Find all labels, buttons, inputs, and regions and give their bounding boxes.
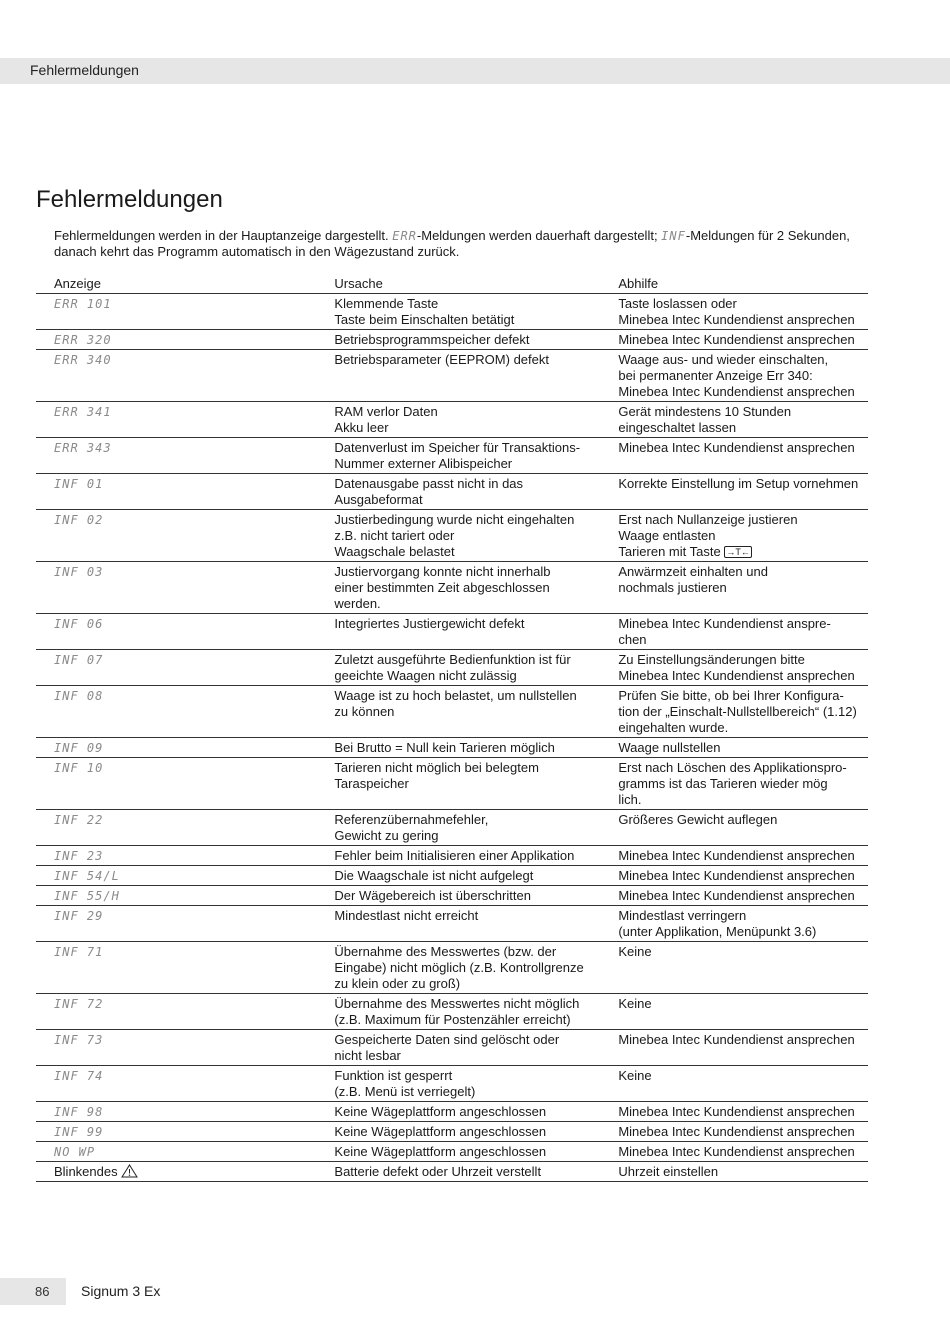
- intro-text-3: -Meldungen für 2 Sekunden, danach kehrt das Programm automatisch in den Wägezustand zurück.: [54, 228, 850, 259]
- intro-text-2: -Meldungen werden dauerhaft dargestellt;: [416, 228, 662, 243]
- table-row: [36, 474, 868, 510]
- display-code: INF 10: [54, 761, 104, 775]
- column-header-abhilfe: Abhilfe: [618, 275, 868, 294]
- remedy-cell: [618, 562, 868, 614]
- cause-line: Zuletzt ausgeführte Bedienfunktion ist für: [334, 652, 571, 667]
- table-row: [36, 758, 868, 810]
- cause-line: Funktion ist gesperrt: [334, 1068, 453, 1083]
- remedy-line: Keine: [618, 1068, 652, 1083]
- display-code: INF 98: [54, 1105, 104, 1119]
- display-code: INF 03: [54, 565, 104, 579]
- remedy-cell: [618, 886, 868, 906]
- remedy-cell: [618, 474, 868, 510]
- column-header-anzeige: Anzeige: [36, 275, 334, 294]
- display-code-cell: [36, 846, 334, 866]
- table-row: [36, 438, 868, 474]
- remedy-cell: [618, 1162, 868, 1182]
- remedy-line: (unter Applikation, Menüpunkt 3.6): [618, 924, 817, 939]
- error-table: [36, 275, 868, 1182]
- footer-product-name: Signum 3 Ex: [81, 1283, 161, 1299]
- table-row: [36, 886, 868, 906]
- cause-cell: [334, 1102, 618, 1122]
- header-bar: [0, 58, 950, 84]
- intro-text-1: Fehlermeldungen werden in der Hauptanzeige dargestellt.: [54, 228, 393, 243]
- display-code: INF 55/H: [54, 889, 120, 903]
- display-code-cell: [36, 1162, 334, 1182]
- cause-line: Waagschale belastet: [334, 544, 455, 559]
- display-code: ERR 340: [54, 353, 112, 367]
- cause-line: (z.B. Menü ist verriegelt): [334, 1084, 476, 1099]
- cause-cell: [334, 330, 618, 350]
- table-row: [36, 1066, 868, 1102]
- table-row: [36, 906, 868, 942]
- cause-line: Taste beim Einschalten betätigt: [334, 312, 515, 327]
- cause-line: Gespeicherte Daten sind gelöscht oder: [334, 1032, 560, 1047]
- display-code: INF 99: [54, 1125, 104, 1139]
- remedy-line: Minebea Intec Kundendienst ansprechen: [618, 1124, 855, 1139]
- display-code-cell: [36, 294, 334, 330]
- table-row: [36, 994, 868, 1030]
- display-code: INF 22: [54, 813, 104, 827]
- cause-line: Akku leer: [334, 420, 389, 435]
- cause-line: Taraspeicher: [334, 776, 409, 791]
- cause-line: Übernahme des Messwertes (bzw. der: [334, 944, 557, 959]
- display-code: INF 02: [54, 513, 104, 527]
- page-title: Fehlermeldungen: [36, 186, 223, 213]
- remedy-cell: [618, 866, 868, 886]
- intro-err-code: ERR: [392, 229, 417, 243]
- cause-line: Die Waagschale ist nicht aufgelegt: [334, 868, 534, 883]
- cause-line: Keine Wägeplattform angeschlossen: [334, 1144, 547, 1159]
- cause-cell: [334, 738, 618, 758]
- display-code: INF 06: [54, 617, 104, 631]
- remedy-line: Minebea Intec Kundendienst ansprechen: [618, 668, 855, 683]
- table-row: [36, 1030, 868, 1066]
- cause-line: Batterie defekt oder Uhrzeit verstellt: [334, 1164, 542, 1179]
- table-row: [36, 686, 868, 738]
- display-code: INF 07: [54, 653, 104, 667]
- cause-cell: [334, 942, 618, 994]
- cause-cell: [334, 906, 618, 942]
- tare-key-icon: →T←: [726, 547, 750, 557]
- remedy-line: [618, 544, 868, 560]
- display-code-cell: [36, 906, 334, 942]
- display-code: INF 54/L: [54, 869, 120, 883]
- cause-cell: [334, 650, 618, 686]
- remedy-cell: [618, 1102, 868, 1122]
- display-code-cell: [36, 738, 334, 758]
- cause-line: Betriebsprogrammspeicher defekt: [334, 332, 530, 347]
- remedy-line: Mindestlast verringern: [618, 908, 747, 923]
- remedy-line: eingehalten wurde.: [618, 720, 729, 735]
- table-row: [36, 1102, 868, 1122]
- remedy-line: Minebea Intec Kundendienst ansprechen: [618, 312, 855, 327]
- display-code-cell: [36, 510, 334, 562]
- cause-line: Integriertes Justiergewicht defekt: [334, 616, 525, 631]
- cause-line: RAM verlor Daten: [334, 404, 438, 419]
- remedy-line: Anwärmzeit einhalten und: [618, 564, 768, 579]
- remedy-cell: [618, 1030, 868, 1066]
- table-row: [36, 1142, 868, 1162]
- remedy-line: Minebea Intec Kundendienst ansprechen: [618, 848, 855, 863]
- remedy-line: Waage nullstellen: [618, 740, 721, 755]
- cause-line: Ausgabeformat: [334, 492, 423, 507]
- remedy-cell: [618, 510, 868, 562]
- cause-line: Datenverlust im Speicher für Transaktions-: [334, 440, 581, 455]
- cause-line: Tarieren nicht möglich bei belegtem: [334, 760, 539, 775]
- table-row: [36, 1162, 868, 1182]
- display-code-text: Blinkendes: [54, 1164, 118, 1179]
- remedy-line: Größeres Gewicht auflegen: [618, 812, 778, 827]
- cause-cell: [334, 758, 618, 810]
- cause-line: Gewicht zu gering: [334, 828, 439, 843]
- remedy-line: Minebea Intec Kundendienst ansprechen: [618, 384, 855, 399]
- cause-line: zu können: [334, 704, 395, 719]
- cause-line: Bei Brutto = Null kein Tarieren möglich: [334, 740, 555, 755]
- header-section-title: Fehlermeldungen: [30, 62, 139, 78]
- remedy-line: Erst nach Löschen des Applikationspro-: [618, 760, 847, 775]
- remedy-cell: [618, 1122, 868, 1142]
- remedy-cell: [618, 994, 868, 1030]
- table-row: [36, 942, 868, 994]
- remedy-line: bei permanenter Anzeige Err 340:: [618, 368, 813, 383]
- remedy-line: Minebea Intec Kundendienst anspre-: [618, 616, 831, 631]
- remedy-line: Keine: [618, 944, 652, 959]
- remedy-line: Gerät mindestens 10 Stunden: [618, 404, 792, 419]
- cause-line: werden.: [334, 596, 381, 611]
- remedy-line: lich.: [618, 792, 642, 807]
- cause-cell: [334, 994, 618, 1030]
- remedy-cell: [618, 438, 868, 474]
- cause-line: Keine Wägeplattform angeschlossen: [334, 1104, 547, 1119]
- remedy-line: Waage entlasten: [618, 528, 716, 543]
- table-row: [36, 402, 868, 438]
- remedy-line: Prüfen Sie bitte, ob bei Ihrer Konfigura-: [618, 688, 844, 703]
- cause-line: Der Wägebereich ist überschritten: [334, 888, 531, 903]
- error-table-body: [36, 294, 868, 1182]
- cause-cell: [334, 846, 618, 866]
- table-row: [36, 330, 868, 350]
- remedy-cell: [618, 758, 868, 810]
- table-row: [36, 562, 868, 614]
- display-code-cell: [36, 650, 334, 686]
- display-code-cell: [36, 330, 334, 350]
- remedy-cell: [618, 846, 868, 866]
- cause-line: Datenausgabe passt nicht in das: [334, 476, 524, 491]
- remedy-line: Minebea Intec Kundendienst ansprechen: [618, 440, 855, 455]
- remedy-cell: [618, 810, 868, 846]
- display-code: INF 01: [54, 477, 104, 491]
- cause-cell: [334, 1066, 618, 1102]
- cause-cell: [334, 474, 618, 510]
- cause-cell: [334, 1142, 618, 1162]
- page-number: 86: [35, 1284, 50, 1299]
- remedy-line: Minebea Intec Kundendienst ansprechen: [618, 1144, 855, 1159]
- display-code-cell: [36, 402, 334, 438]
- cause-cell: [334, 562, 618, 614]
- remedy-cell: [618, 942, 868, 994]
- display-code-cell: [36, 474, 334, 510]
- cause-cell: [334, 810, 618, 846]
- table-row: [36, 866, 868, 886]
- cause-cell: [334, 1030, 618, 1066]
- remedy-line: Erst nach Nullanzeige justieren: [618, 512, 798, 527]
- remedy-line: Minebea Intec Kundendienst ansprechen: [618, 332, 855, 347]
- intro-inf-code: INF: [661, 229, 686, 243]
- display-code-cell: [36, 614, 334, 650]
- remedy-line: Waage aus- und wieder einschalten,: [618, 352, 829, 367]
- display-code: ERR 101: [54, 297, 112, 311]
- cause-cell: [334, 686, 618, 738]
- cause-cell: [334, 1122, 618, 1142]
- cause-cell: [334, 294, 618, 330]
- cause-line: Justiervorgang konnte nicht innerhalb: [334, 564, 551, 579]
- table-row: [36, 1122, 868, 1142]
- display-code: NO WP: [54, 1145, 96, 1159]
- table-row: [36, 510, 868, 562]
- display-code: ERR 320: [54, 333, 112, 347]
- display-code: INF 29: [54, 909, 104, 923]
- remedy-cell: [618, 686, 868, 738]
- remedy-cell: [618, 294, 868, 330]
- cause-line: Eingabe) nicht möglich (z.B. Kontrollgrenze: [334, 960, 584, 975]
- footer-page-number-box: [0, 1278, 66, 1305]
- display-code-cell: [36, 1142, 334, 1162]
- remedy-line: gramms ist das Tarieren wieder mög: [618, 776, 828, 791]
- cause-line: nicht lesbar: [334, 1048, 401, 1063]
- display-code: ERR 343: [54, 441, 112, 455]
- cause-cell: [334, 350, 618, 402]
- display-code-cell: [36, 1122, 334, 1142]
- cause-line: Keine Wägeplattform angeschlossen: [334, 1124, 547, 1139]
- display-code-cell: [36, 942, 334, 994]
- remedy-cell: [618, 906, 868, 942]
- display-code-cell: [36, 810, 334, 846]
- table-row: [36, 810, 868, 846]
- display-code-cell: [36, 686, 334, 738]
- remedy-line: chen: [618, 632, 647, 647]
- table-row: [36, 294, 868, 330]
- cause-cell: [334, 402, 618, 438]
- remedy-line: Minebea Intec Kundendienst ansprechen: [618, 1032, 855, 1047]
- display-code-cell: [36, 866, 334, 886]
- remedy-line: tion der „Einschalt-Nullstellbereich“ (1.12): [618, 704, 857, 719]
- remedy-line: Minebea Intec Kundendienst ansprechen: [618, 868, 855, 883]
- remedy-line: Zu Einstellungsänderungen bitte: [618, 652, 805, 667]
- table-header-row: [36, 275, 868, 294]
- display-code-cell: [36, 350, 334, 402]
- cause-line: Übernahme des Messwertes nicht möglich: [334, 996, 580, 1011]
- remedy-cell: [618, 650, 868, 686]
- remedy-cell: [618, 1142, 868, 1162]
- display-code: ERR 341: [54, 405, 112, 419]
- remedy-cell: [618, 614, 868, 650]
- display-code: INF 74: [54, 1069, 104, 1083]
- remedy-cell: [618, 738, 868, 758]
- cause-line: z.B. nicht tariert oder: [334, 528, 455, 543]
- intro-paragraph: [54, 228, 870, 260]
- display-code-cell: [36, 994, 334, 1030]
- cause-line: Klemmende Taste: [334, 296, 439, 311]
- display-code: INF 08: [54, 689, 104, 703]
- table-row: [36, 350, 868, 402]
- display-code: INF 71: [54, 945, 104, 959]
- remedy-line: Minebea Intec Kundendienst ansprechen: [618, 1104, 855, 1119]
- display-code-cell: [36, 1066, 334, 1102]
- remedy-cell: [618, 402, 868, 438]
- display-code-cell: [36, 758, 334, 810]
- cause-cell: [334, 1162, 618, 1182]
- table-row: [36, 650, 868, 686]
- cause-cell: [334, 438, 618, 474]
- display-code-cell: [36, 562, 334, 614]
- display-code: INF 23: [54, 849, 104, 863]
- cause-cell: [334, 510, 618, 562]
- remedy-line: Taste loslassen oder: [618, 296, 737, 311]
- cause-cell: [334, 866, 618, 886]
- display-code-cell: [36, 886, 334, 906]
- remedy-line: Keine: [618, 996, 652, 1011]
- remedy-cell: [618, 350, 868, 402]
- display-code-cell: [36, 438, 334, 474]
- remedy-cell: [618, 1066, 868, 1102]
- remedy-line: nochmals justieren: [618, 580, 727, 595]
- cause-cell: [334, 886, 618, 906]
- warning-triangle-icon: [121, 1164, 138, 1178]
- cause-line: Betriebsparameter (EEPROM) defekt: [334, 352, 549, 367]
- remedy-line: Korrekte Einstellung im Setup vornehmen: [618, 476, 859, 491]
- cause-line: zu klein oder zu groß): [334, 976, 461, 991]
- display-code-cell: [36, 1030, 334, 1066]
- remedy-line-text: Tarieren mit Taste: [618, 544, 721, 559]
- remedy-line: eingeschaltet lassen: [618, 420, 737, 435]
- cause-line: Nummer externer Alibispeicher: [334, 456, 513, 471]
- cause-line: Referenzübernahmefehler,: [334, 812, 489, 827]
- display-code: INF 09: [54, 741, 104, 755]
- remedy-line: Uhrzeit einstellen: [618, 1164, 719, 1179]
- display-code-cell: [36, 1102, 334, 1122]
- cause-line: geeichte Waagen nicht zulässig: [334, 668, 517, 683]
- display-code: INF 72: [54, 997, 104, 1011]
- cause-line: Mindestlast nicht erreicht: [334, 908, 479, 923]
- cause-line: Waage ist zu hoch belastet, um nullstellen: [334, 688, 577, 703]
- cause-cell: [334, 614, 618, 650]
- remedy-line: Minebea Intec Kundendienst ansprechen: [618, 888, 855, 903]
- table-row: [36, 846, 868, 866]
- cause-line: Justierbedingung wurde nicht eingehalten: [334, 512, 575, 527]
- display-code: INF 73: [54, 1033, 104, 1047]
- remedy-cell: [618, 330, 868, 350]
- cause-line: einer bestimmten Zeit abgeschlossen: [334, 580, 550, 595]
- cause-line: Fehler beim Initialisieren einer Applikation: [334, 848, 575, 863]
- table-row: [36, 738, 868, 758]
- column-header-ursache: Ursache: [334, 275, 618, 294]
- cause-line: (z.B. Maximum für Postenzähler erreicht): [334, 1012, 571, 1027]
- table-row: [36, 614, 868, 650]
